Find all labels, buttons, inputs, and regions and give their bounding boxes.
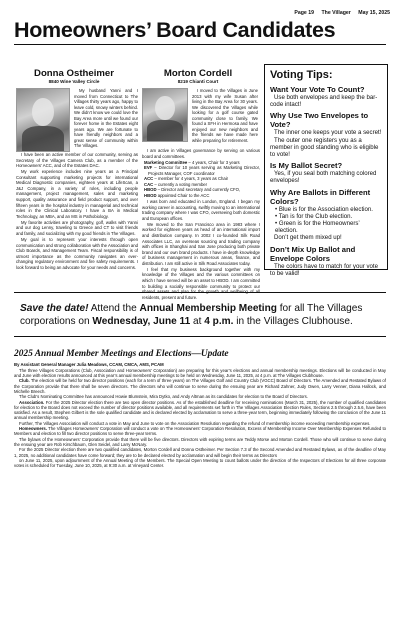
candidate-address: 8219 Chianti Court — [177, 79, 219, 84]
bio-paragraph: My husband Yanni and I moved from Connecticut to The Villages thirty years ago, happy to leave cold, snowy winters behind. We didn’t know we could love the Bay Area more until we found our forever home in the Estates eight years ago. We are fortunate to have friendly neighbors and a great sense of community within The Villages. — [74, 88, 138, 149]
article-title: 2025 Annual Member Meetings and Elections—Update — [14, 349, 229, 359]
role-item: HBOD appointed Chair to the ACC — [144, 192, 210, 198]
committee-roles-list — [142, 160, 260, 199]
tip-heading: Is My Ballot Secret? — [270, 161, 343, 171]
article-paragraph: The Club’s Nominating Committee has announced Howie Blumstein, Mira Dytko, and Andy Altman as its candidates for election to the Board of Directors. — [19, 394, 308, 400]
candidate-heading-2 — [140, 68, 256, 85]
photo-torso-shape — [22, 126, 64, 151]
candidate-bio-intro-ostheimer — [74, 88, 138, 150]
ballot-color-item: • Tan is for the Club election. — [275, 213, 382, 220]
role-item: Marketing Committee – 4 years, Chair for 3 years — [144, 159, 240, 165]
photo-torso-shape — [147, 120, 182, 141]
bio-paragraph: We moved to the San Francisco area in 1983 where I worked for eighteen years as head of an international import and distribution company. In 2002 I co-founded Silk Road Associates LLC, an overseas sourcing and trading company with offices in Shanghai and San Jose producing both private brand and our own brand products. I have in-depth knowledge of business management in numerous areas, finance, and distribution. I am still active in Silk Road Associates today. — [142, 221, 260, 266]
voting-tips-title: Voting Tips: — [270, 69, 333, 81]
article-paragraph: The bylaws of the Homeowners’ Corporation provide that there will be five directors. Directors with expiring terms are Teddy Morse and Morton Cordell. Those who will continue to serve during the ensuing year are Rob Kirschbaum, Glen Seidel, and Larry McNary. — [14, 436, 386, 447]
ballot-color-list — [270, 206, 382, 235]
bio-paragraph: My work experience includes nine years as a Principal Consultant supporting marketing projects for international Medical Diagnostic companies, eighteen years at LifeScan, a J&J Company, in a variety of roles, including people management, project management, sales and marketing support, quality assurance and field product support, and over fifteen years in the hospital industry in managerial and technical roles in the Clinical Laboratory. I have a BA in Medical Technology, an MBA, and an MS in Pathobiology. — [16, 169, 138, 219]
ballot-color-item: • Blue is for the Association election. — [275, 206, 382, 213]
bio-paragraph: I feel that my business background together with my knowledge of the Villages and the various committees on which I have served will be an asset to HBOD. I am committed to building a socially responsible community to protect our residents, present and future. — [142, 266, 260, 300]
article-paragraph: Association. For the 2025 Director election there are two open director positions. As of the established deadline for receiving nominations (March 31, 2025), the number of qualified candidates for election to the Board does not exceed the number of director positions available, and all requirements set forth in The Villages Association Election Rules, Sections 2.5 through 2.5.6, have been satisfied. As a result, Stephen Gilbert is the sole qualified candidate and is declared elected by acclamation to serve a three-year term, beginning immediately following the conclusion of the June 11 annual membership meeting. — [14, 399, 386, 421]
page-number: Page 19 — [294, 10, 315, 16]
tip-body: The colors have to match for your vote to be valid! — [270, 262, 378, 277]
bio-paragraph: I moved to the Villages in June 2013 with my wife Susan after living in the Bay Area for 30 years. We discovered the Villages while looking for a golf course gated community close to family. We found a SFH in Hermosa and have enjoyed our new neighbors and the friends we have made here while preparing for retirement. — [192, 88, 258, 143]
tip-heading: Why Are Ballots in Different Colors? — [270, 187, 371, 206]
article-paragraph: Homeowners. The Villages Homeowners’ Corporation will conduct a vote on The Homeowners’ Corporation Resolution, Excess of Membership Income Over Membership Expenses Refunded to Members and election to fill two director positions to serve three-year terms. — [14, 426, 386, 437]
candidate-address: 8840 Wine Valley Circle — [48, 79, 100, 84]
banner-bottom-rule — [14, 336, 386, 337]
bio-paragraph: My goal is to represent your interests through open communication and strong collaboration with the Association and Club Boards, and Management Team. Fiscal responsibility is of utmost importance as the community navigates an ever-changing regulatory environment and fire safety requirements. I look forward to being an advocate for your needs and concerns. — [16, 236, 138, 270]
candidate-heading-1 — [16, 68, 132, 85]
bio-paragraph: My favorite activities are photography, golf, walks with Yanni and our dog Lenny, traveling to Greece and CT to visit friends and family, and socializing with my good friends in The Villages. — [16, 219, 138, 236]
issue-date: May 15, 2025 — [358, 10, 390, 16]
tip-heading: Want Your Vote To Count? — [270, 85, 365, 94]
publication-name: The Villager — [321, 10, 351, 16]
role-item: EVF – Director for 10 years serving as Marketing Director, Projects Manager, COF coordinator — [144, 165, 260, 176]
role-item: CAC – currently a voting member — [144, 181, 208, 187]
candidate-name: Morton Cordell — [163, 68, 233, 79]
candidate-bio-ostheimer — [16, 152, 138, 271]
banner-date: Wednesday, June 11 — [92, 316, 191, 327]
election-article — [14, 362, 386, 468]
photo-head-shape — [32, 98, 55, 127]
candidate-photo-cordell — [142, 88, 188, 142]
tip-body: The inner one keeps your vote a secret! — [274, 129, 382, 137]
article-paragraph: on June 11, 2025, upon adjournment of the Annual Meeting of the Members. The Special Open Meeting to count ballots under the direction of the Inspectors of Elections for all three corporate votes is scheduled for Tuesday, June 10, 2025, at 9:30 a.m. at Vineyard Center. — [14, 457, 386, 469]
tip-body: Use both envelopes and keep the bar-code intact! — [270, 94, 378, 109]
article-byline: By Assistant General Manager Julia Meadows, CCAM, CMCA, AMS, PCAM — [14, 362, 164, 367]
article-paragraph: For the 2025 Director election there are two qualified candidates, Morton Cordell and Donna Ostheimer. Per Section 7.3 of the Second Amended and Restated Bylaws, as of the deadline of May 1, 2025, no additional candidates have come forward; they are to be declared elected by acclamation and will begin their terms as Directors — [14, 447, 386, 458]
tip-body: Yes, if you seal both matching colored envelopes! — [270, 170, 377, 185]
banner-lead: Save the date! — [20, 303, 89, 314]
page-folio — [0, 10, 390, 18]
bio-paragraph: I was born and educated in London, England. I began my working career in accounting, swiftly moving to an international trading company where I was CFO, overseeing both domestic and European offices. — [142, 199, 260, 221]
candidate-bio-cordell — [142, 148, 260, 301]
article-paragraph: Further, The Villages Association will conduct a vote in May and June to vote on the Association Resolution regarding the refund of membership income exceeding membership expenses. — [19, 420, 371, 426]
candidate-bio-intro-cordell — [192, 88, 258, 144]
bio-paragraph: I have been an active member of our community, serving as Secretary of the Villages Camera Club, as a member of the Homeowners’ ACC, and of the Estates DAC. — [16, 152, 138, 169]
ballot-color-item: • Green is for the Homeowners’ election. — [275, 220, 382, 234]
article-paragraph: Club. The election will be held for two director positions (each for a term of three years) on The Villages Golf and Country Club (VGCC) Board of Directors. The Amended and Restated Bylaws of the Corporation provide that there shall be seven directors. The directors who will continue to serve during the ensuing year are Richard Zahner, Judy Owen, Larry Venner, Diana Hallock, and Michelle Breech. — [14, 378, 386, 394]
article-paragraph: The three Villages Corporations (Club, Association and Homeowners’ Corporation) are preparing for this year’s elections and annual membership meetings. Elections will be conducted in May and June with election results announced at this year’s annual membership meetings to be held on Wednesday, June 11, 2025, at 4 p.m. at The Villages Clubhouse. — [14, 367, 386, 379]
role-item: HBOD – Director and secretary and currently CFO, — [144, 187, 241, 193]
page-headline: Homeowners’ Board Candidates — [14, 18, 336, 42]
save-the-date-banner: Save the date! Attend the Annual Membership Meeting for all The Villages corporations on Wednesday, June 11 at 4 p.m. in the Villages Clubhouse. — [20, 303, 363, 327]
headline-rule — [14, 44, 386, 45]
bio-paragraph: I am active in Villages governance by serving on various board and committees. — [142, 148, 260, 159]
candidate-photo-ostheimer — [16, 88, 70, 152]
banner-meeting: Annual Membership Meeting — [139, 303, 277, 314]
tip-body: Don’t get them mixed up! — [274, 234, 342, 242]
banner-top-rule — [14, 292, 386, 293]
banner-time: 4 p.m. — [204, 316, 234, 327]
tip-body: The outer one registers you as a member in good standing who is eligible to vote! — [270, 136, 379, 159]
photo-head-shape — [155, 96, 174, 120]
tip-heading: Don’t Mix Up Ballot and Envelope Colors — [270, 244, 356, 263]
voting-tips-box — [264, 64, 388, 277]
tip-heading: Why Use Two Envelopes to Vote? — [270, 111, 369, 130]
role-item: ACC – member for 4 years, 3 years as Chair — [144, 176, 229, 182]
candidate-name: Donna Ostheimer — [34, 68, 114, 79]
